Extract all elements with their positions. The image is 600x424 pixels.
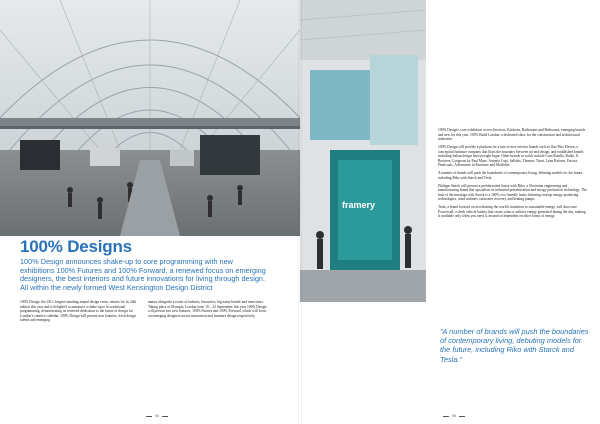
right-text-column (438, 128, 588, 222)
framery-sign: framery (342, 200, 376, 210)
page-number-text: 94 (155, 414, 159, 418)
body-paragraph: A number of brands will push the boundaries of contemporary living, debuting models for the future, including Riko with Starck and Tesla. (438, 171, 584, 180)
stand-photo-wrap (300, 0, 426, 302)
exhibition-hall-photo (0, 0, 300, 236)
body-columns (20, 300, 270, 326)
page-number-text: 95 (452, 414, 456, 418)
body-paragraph: 100% Design, the UK's longest-standing annual design event, returns for its 24th edition this year and is delighted to announce a shake-up to its traditional programming, demonstrating its renewed dedication to the future of design for London's creative calendar. 100% Design will present new features, fresh design talents and emerging (20, 300, 137, 322)
page-number-left (143, 414, 171, 418)
framery-stand-photo (300, 0, 426, 302)
article-standfirst: 100% Design announces shake-up to core programming with new exhibitions 100% Futures and 100% Forward, a renewed focus on emerging designers, the best interiors and future innovations for living through design. All within the newly formed West Kensington Design District (20, 257, 266, 292)
body-column-1 (20, 300, 142, 326)
pull-quote: “A number of brands will push the boundaries of contemporary living, debuting models for the future, including Riko with Starck and Tesla.” (440, 327, 589, 364)
body-paragraph: Tesla, a brand focused on accelerating the world's transition to sustainable energy, will showcase Powerwall, a sleek vehicle battery that stores solar or utilities energy generated during the day, making it available only when you need it, instead of dependent on other forms of energy. (438, 205, 586, 219)
body-column-2 (148, 300, 270, 326)
article-title: 100% Designs (20, 237, 132, 256)
page-number-right (440, 414, 468, 418)
spine-gutter (298, 0, 302, 424)
body-paragraph: 100% Design will provide a platform for a mix of new interior brands such as One Plus Eleven, a conceptual furniture company that blurs the boundary between art and design, and established brands including Italian design heavyweight Ingar. Other brands to watch include Casa Rotella, Bulbs, Il Bossiere, Gorgeous by Paul Muse, Antonio Lupi, Sallsbis, Thomas, Tisari, Lynn Reform, Facosa, Pinetcoats, Adventures in Furniture and Muffinbe. (438, 145, 584, 168)
body-paragraph: 100% Design's core exhibition covers Interiors, Kitchens, Bathrooms and Bedrooms, emerging brands and new for this year, 100% Build London, a dedicated show for the construction and architectural industries. (438, 128, 586, 141)
body-paragraph: names alongside a roster of industry favourites, big name brands and innovators. Taking place at Olympia, London from 19 – 22 September, this year 100% Design will present two new features, 100% Futures and 100% Forward, which will focus on emerging designers across innovation and furniture design respectively. (148, 300, 267, 318)
body-paragraph: Philippe Starck will present a prefabricated house with Riko, a Slovenian engineering and manufacturing brand that specialises in industrial prefabrication and energy production technology. The fruit of the marriage with Starck is a 100% eco-friendly home featuring rooftop energy producing technologies, wind turbines, rainwater recovery and heating pumps. (438, 183, 587, 202)
